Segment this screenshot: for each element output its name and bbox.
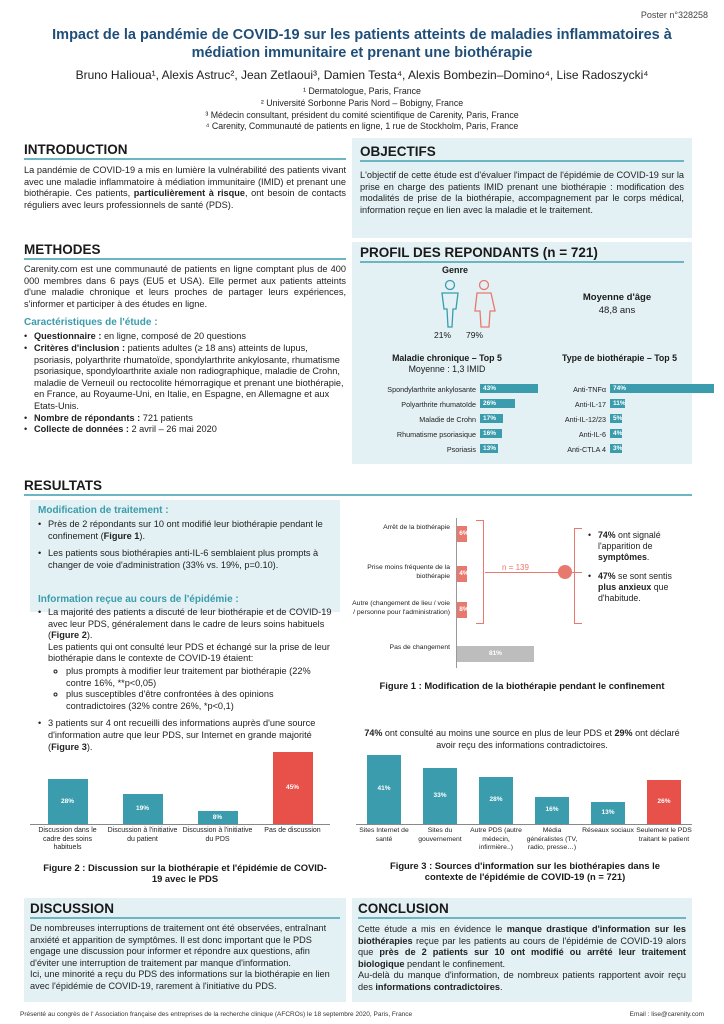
bar-value-label: 81% bbox=[488, 650, 502, 657]
bar-category-label: Prise moins fréquente de la biothérapie bbox=[367, 564, 450, 580]
bullet-text: 74% bbox=[598, 530, 616, 540]
bar-value-label: 11% bbox=[613, 400, 626, 407]
maladie-chart bbox=[352, 382, 542, 462]
authors: Bruno Halioua¹, Alexis Astruc², Jean Zetlaoui³, Damien Testa⁴, Alexis Bombezin–Domino⁴, Lise Radoszycki⁴ bbox=[75, 68, 649, 82]
item-label: Questionnaire : bbox=[34, 331, 102, 342]
bar-value-label: 26% bbox=[657, 798, 671, 806]
info-text: Les patients qui ont consulté leur PDS et échangé sur la prise de leur biothérapie dans le contexte de COVID-19 étaient: bbox=[48, 641, 330, 664]
fig3-intro-a: 74% bbox=[364, 728, 383, 738]
female-percent: 79% bbox=[466, 330, 484, 340]
bar-value-label: 19% bbox=[135, 804, 149, 812]
biotherapie-chart bbox=[542, 382, 692, 462]
methodes-subheading: Caractéristiques de l'étude : bbox=[24, 317, 158, 329]
item-label: Collecte de données : bbox=[34, 424, 129, 435]
bar-category-label: Sites Internet de santé bbox=[359, 827, 409, 843]
list-item bbox=[24, 331, 346, 343]
modif-text: Près de 2 répondants sur 10 ont modifié leur biothérapie pendant le confinement ( bbox=[48, 519, 323, 541]
axis-line bbox=[356, 824, 692, 825]
methodes-intro: Carenity.com est une communauté de patients en ligne comptant plus de 400 000 membres dans 6 pays (EU5 et USA). Elle permet aux patients atteints d'une maladie chronique et leurs proches de partager leurs expériences, s'informer et participer à des études en ligne. bbox=[24, 264, 346, 309]
bar-value-label: 16% bbox=[483, 430, 497, 437]
bar-value-label: 5% bbox=[613, 415, 623, 422]
bar-category-label: Psoriasis bbox=[446, 445, 476, 454]
item-text: 2 avril – 26 mai 2020 bbox=[128, 424, 217, 435]
bar-value-label: 33% bbox=[433, 792, 447, 800]
bar-category-label: Réseaux sociaux bbox=[582, 827, 634, 834]
bar-category-label: Anti-IL-6 bbox=[578, 430, 606, 439]
list-item bbox=[24, 424, 346, 436]
objectifs-section bbox=[352, 138, 692, 238]
bar-value-label: 3% bbox=[613, 445, 623, 452]
fig-ref: Figure 3 bbox=[51, 741, 87, 752]
item-text: 721 patients bbox=[140, 412, 193, 423]
bar-category-label: Maladie de Crohn bbox=[419, 415, 476, 424]
connector-line bbox=[485, 572, 565, 573]
fig-ref: Figure 2 bbox=[51, 630, 87, 641]
bar-category-label: Autre PDS (autre médecin, infirmière..) bbox=[470, 827, 522, 851]
bar-value-label: 74% bbox=[613, 385, 627, 392]
bullet-text: que d'habitude. bbox=[598, 582, 669, 603]
poster-number: Poster n°328258 bbox=[640, 10, 708, 20]
affiliations bbox=[20, 86, 704, 133]
list-item bbox=[588, 530, 692, 563]
resultats-heading-wrap bbox=[24, 478, 692, 496]
bar-value-label: 13% bbox=[601, 809, 615, 817]
objectifs-text: L'objectif de cette étude est d'évaluer l'impact de l'épidémie de COVID-19 sur la prise en charge des patients IMID prenant une biothérapie : modification des modalités de prise de la biothérapie, accompagnement par le corps médical, information reçue en lien avec la maladie et le traitement. bbox=[360, 170, 684, 215]
info-list-2 bbox=[38, 718, 332, 753]
biotherapie-title: Type de biothérapie – Top 5 bbox=[561, 353, 678, 363]
item-text: en ligne, composé de 20 questions bbox=[101, 331, 246, 342]
conclusion-heading: CONCLUSION bbox=[358, 901, 686, 919]
info-text: ). bbox=[86, 741, 93, 752]
list-item bbox=[24, 413, 346, 425]
bar-category-label: Sites du gouvernement bbox=[418, 827, 462, 843]
bar-category-label: Arrêt de la biothérapie bbox=[383, 524, 450, 531]
objectifs-heading: OBJECTIFS bbox=[360, 144, 684, 162]
age-value: 48,8 ans bbox=[598, 305, 636, 316]
bar-value-label: 43% bbox=[483, 385, 497, 392]
connector-line bbox=[572, 572, 582, 573]
discussion-p1: De nombreuses interruptions de traitement ont été observées, entraînant anxiété et apparition de symptômes. Il est donc important que le PDS engage une discussion pour informer et répondre aux questions, afin d'éviter une interruption de traitement par manque d'information. bbox=[30, 923, 327, 968]
item-label: Critères d'inclusion : bbox=[34, 342, 126, 353]
figure-3-caption: Figure 3 : Sources d'information sur les biothérapies dans le contexte de l'épidémie de COVID-19 (n = 721) bbox=[390, 860, 660, 882]
info-text: 3 patients sur 4 ont recueilli des informations auprès d'une source d'information autre que leur PDS, sur Internet en grande majorité ( bbox=[48, 718, 316, 752]
methodes-heading: METHODES bbox=[24, 242, 346, 260]
conclusion-section bbox=[352, 898, 692, 1002]
bar-category-label: Anti-IL-17 bbox=[574, 400, 606, 409]
bar-category-label: Discussion dans le cadre des soins habituels bbox=[38, 827, 97, 851]
bullet-text: 47% bbox=[598, 571, 616, 581]
concl-bold: manque drastique d'information sur les biothérapies bbox=[358, 924, 686, 946]
bar-value-label: 16% bbox=[545, 806, 559, 814]
introduction-heading: INTRODUCTION bbox=[24, 142, 346, 160]
bar-category-label: Spondylarthrite ankylosante bbox=[387, 385, 476, 394]
item-label: Nombre de répondants : bbox=[34, 412, 141, 423]
fig3-intro-d: ont déclaré avoir reçu des informations contradictoires. bbox=[436, 728, 680, 750]
bar-category-label: Polyarthrite rhumatoïde bbox=[401, 400, 476, 409]
bar-value-label: 4% bbox=[459, 570, 469, 577]
intro-text-a: La pandémie de COVID-19 a mis en lumière la vulnérabilité des patients vivant avec une maladie inflammatoire à médiation immunitaire (IMID) et prenant une biothérapie. Ces patients, bbox=[24, 165, 346, 199]
bracket-right bbox=[574, 528, 582, 624]
bar-value-label: 26% bbox=[483, 400, 497, 407]
genre-label: Genre bbox=[442, 265, 469, 275]
bar-category-label: Seulement le PDS traitant le patient bbox=[636, 827, 692, 843]
bar-category-label: Rhumatisme psoriasique bbox=[396, 430, 476, 439]
modif-text: Les patients sous biothérapies anti-IL-6 semblaient plus prompts à changer de voie d'administration (33% vs. 19%, p=0.10). bbox=[48, 548, 319, 570]
bar-value-label: 17% bbox=[483, 415, 497, 422]
affiliation: ² Université Sorbonne Paris Nord – Bobigny, France bbox=[260, 97, 464, 108]
fig3-intro-b: ont consulté au moins une source en plus de leur PDS et bbox=[382, 728, 615, 738]
concl-t: pendant le confinement. bbox=[404, 958, 506, 969]
introduction-text bbox=[24, 165, 346, 211]
figure-3-intro bbox=[360, 728, 684, 751]
fig3-intro-c: 29% bbox=[614, 728, 633, 738]
list-item bbox=[38, 548, 332, 571]
bar-category-label: Anti-IL-12/23 bbox=[564, 415, 606, 424]
info-list bbox=[38, 607, 332, 665]
introduction-section bbox=[24, 142, 346, 211]
concl-t: reçue par les patients au cours de l'épidémie de COVID-19 alors que bbox=[358, 935, 686, 958]
female-icon bbox=[475, 281, 495, 328]
modif-list bbox=[38, 519, 332, 571]
concl-t: Cette étude a mis en évidence le bbox=[358, 924, 507, 934]
profil-section bbox=[352, 242, 692, 464]
bar-category-label: Discussion à l'initiative du patient bbox=[107, 827, 178, 843]
profil-heading: PROFIL DES REPONDANTS (n = 721) bbox=[360, 245, 684, 263]
list-item bbox=[588, 571, 692, 604]
list-item bbox=[38, 718, 332, 753]
bullet-text: se sont sentis bbox=[615, 571, 672, 581]
item-text: patients adultes (≥ 18 ans) atteints de lupus, psoriasis, polyarthrite rhumatoïde, spondylarthrite ankylosante, rhumatisme psoriasique, spondyloarthrite axiale non radiographique, maladie de Crohn, maladie de Verneuil ou rectocolite hémorragique et prenant une biothérapie, en France, au Royaume-Uni, en Italie, en Espagne, en Allemagne et aux Etats-Unis. bbox=[34, 342, 344, 411]
intro-text-b: , ont besoin de contacts réguliers avec leurs professionnels de santé (PDS). bbox=[24, 188, 346, 210]
maladie-title: Maladie chronique – Top 5 bbox=[392, 353, 502, 363]
figure-2-caption: Figure 2 : Discussion sur la biothérapie et l'épidémie de COVID-19 avec le PDS bbox=[43, 862, 327, 884]
figure-1-caption: Figure 1 : Modification de la biothérapie pendant le confinement bbox=[379, 680, 665, 691]
bar-category-label: Autre (changement de lieu / voie / personne pour l'administration) bbox=[352, 600, 450, 616]
bar-value-label: 8% bbox=[212, 813, 223, 821]
info-heading: Information reçue au cours de l'épidémie : bbox=[38, 594, 239, 605]
bar-category-label: Anti-TNFα bbox=[573, 385, 606, 394]
list-item bbox=[38, 607, 332, 665]
info-section bbox=[30, 594, 340, 753]
bullet-list bbox=[588, 530, 692, 604]
age-label: Moyenne d'âge bbox=[582, 292, 652, 303]
modif-heading: Modification de traitement : bbox=[38, 505, 169, 516]
bullet-text: plus anxieux bbox=[598, 582, 652, 592]
axis-line bbox=[30, 824, 330, 825]
maladie-subtitle: Moyenne : 1,3 IMID bbox=[408, 364, 486, 374]
figure-1 bbox=[352, 508, 692, 684]
concl-t: Au-delà du manque d'information, de nombreux patients rapportent avoir reçu des bbox=[358, 970, 686, 992]
male-icon bbox=[442, 281, 458, 328]
bullet-text: symptômes bbox=[598, 552, 647, 562]
discussion-section bbox=[24, 898, 346, 1002]
figure-2 bbox=[30, 752, 340, 860]
male-percent: 21% bbox=[434, 330, 452, 340]
bar-value-label: 45% bbox=[285, 784, 299, 791]
bar-category-label: Anti-CTLA 4 bbox=[567, 445, 606, 454]
methodes-list bbox=[24, 331, 346, 435]
bar-value-label: 28% bbox=[60, 797, 74, 805]
info-text: La majorité des patients a discuté de leur biothérapie et de COVID-19 avec leur PDS, généralement dans le cadre de leurs soins habituels ( bbox=[48, 607, 332, 641]
footer-left: Présenté au congrès de l' Association française des entreprises de la recherche clinique (AFCROs) le 18 septembre 2020, Paris, France bbox=[20, 1011, 413, 1018]
n-label: n = 139 bbox=[502, 563, 529, 572]
modif-text: ). bbox=[139, 530, 146, 541]
figure-3 bbox=[356, 754, 692, 860]
conclusion-text bbox=[358, 924, 686, 994]
bar-value-label: 4% bbox=[613, 430, 623, 437]
bar-value-label: 41% bbox=[377, 785, 391, 793]
intro-text-bold: particulièrement à risque bbox=[133, 188, 245, 199]
list-item: ◦ plus susceptibles d'être confrontées à des opinions contradictoires (32% contre 26%, *p<0,1) bbox=[66, 689, 332, 712]
list-item: ◦ plus prompts à modifier leur traitement par biothérapie (22% contre 16%, **p<0,05) bbox=[66, 666, 332, 689]
fig-ref: Figure 1 bbox=[103, 530, 140, 541]
resultats-heading: RESULTATS bbox=[24, 478, 692, 496]
discussion-heading: DISCUSSION bbox=[30, 901, 340, 919]
list-item bbox=[38, 519, 332, 542]
bar-value-label: 8% bbox=[459, 606, 469, 613]
bar-category-label: Discussion à l'initiative du PDS bbox=[182, 827, 253, 843]
bar-category-label: Pas de changement bbox=[389, 644, 450, 651]
affiliation: ¹ Dermatologue, Paris, France bbox=[303, 86, 421, 96]
footer-email: Email : lise@carenity.com bbox=[629, 1011, 704, 1018]
bar-value-label: 28% bbox=[489, 796, 503, 804]
poster-title: Impact de la pandémie de COVID-19 sur les patients atteints de maladies inflammatoires à médiation immunitaire et prenant une biothérapie bbox=[52, 27, 672, 61]
info-text: ). bbox=[86, 630, 93, 641]
concl-t: . bbox=[499, 981, 503, 992]
bar-category-label: Média généralistes (TV, radio, presse…) bbox=[526, 827, 578, 851]
bullet-text: ont signalé l'apparition de bbox=[598, 530, 661, 551]
discussion-p2: Ici, une minorité a reçu du PDS des informations sur la biothérapie en lien avec l'épidémie de COVID-19, rarement à l'initiative du PDS. bbox=[30, 969, 330, 991]
magnifier-icon bbox=[558, 565, 572, 579]
bar-value-label: 6% bbox=[459, 530, 469, 537]
affiliation: ³ Médecin consultant, président du comité scientifique de Carenity, Paris, France bbox=[205, 109, 519, 120]
info-sublist bbox=[66, 666, 332, 712]
gender-icons bbox=[430, 279, 510, 329]
affiliation: ⁴ Carenity, Communauté de patients en ligne, 1 rue de Stockholm, Paris, France bbox=[205, 121, 519, 132]
figure-1-bullets bbox=[588, 530, 692, 604]
bar-category-label: Pas de discussion bbox=[264, 827, 321, 834]
bracket bbox=[476, 520, 484, 624]
concl-bold: près de 2 patients sur 10 ont modifié ou arrêté leur traitement biologique bbox=[358, 947, 686, 969]
methodes-section bbox=[24, 242, 346, 436]
bullet-text: . bbox=[646, 552, 650, 562]
bar-value-label: 13% bbox=[483, 445, 497, 452]
list-item bbox=[24, 343, 346, 413]
concl-bold: informations contradictoires bbox=[375, 981, 500, 992]
